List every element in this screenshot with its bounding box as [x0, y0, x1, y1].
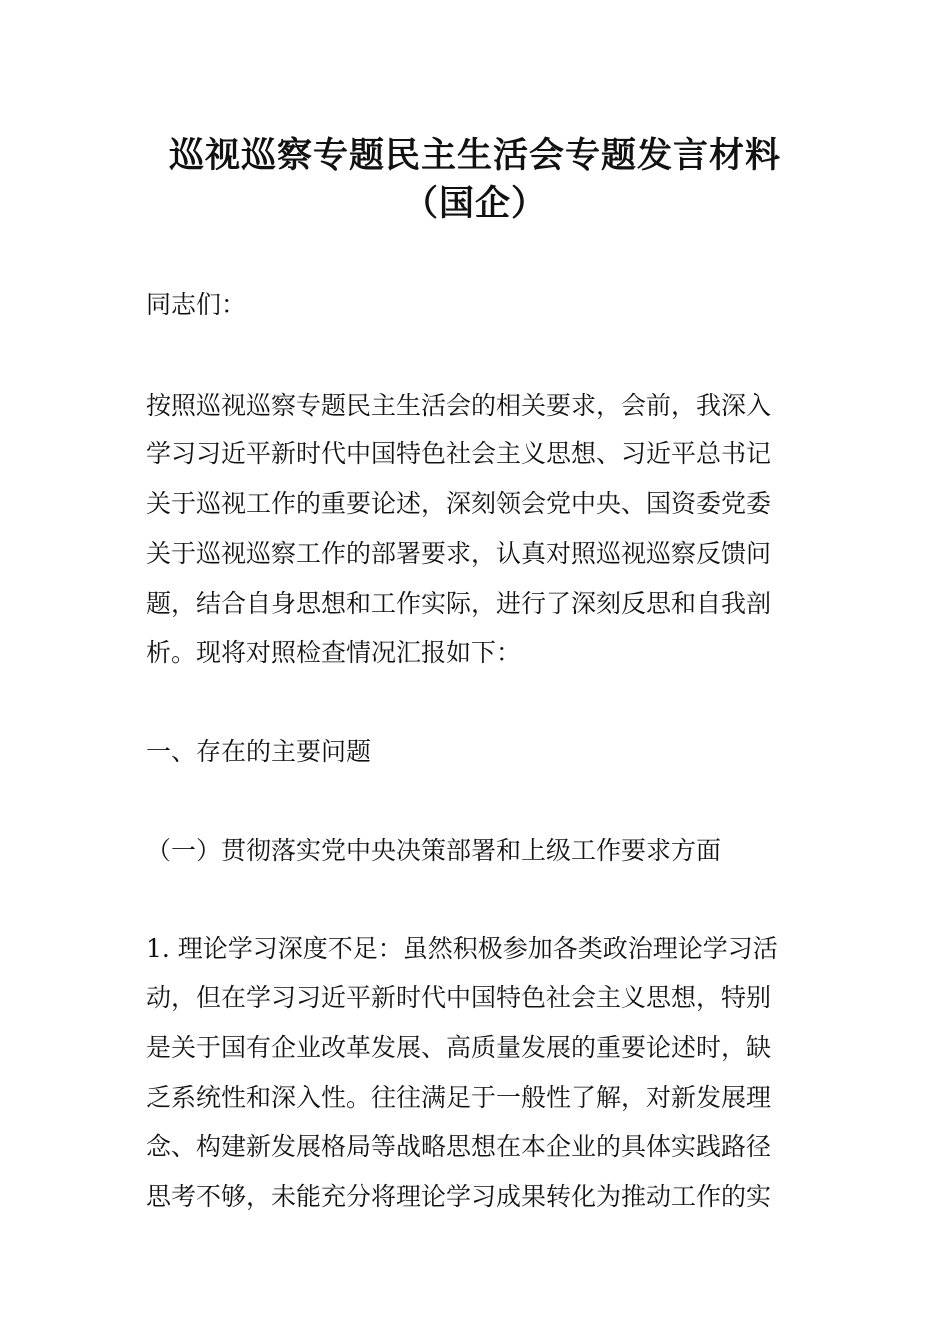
document-title-line-2: （国企） — [402, 183, 547, 224]
intro-line: 关于巡视工作的重要论述，深刻领会党中央、国资委党委 — [146, 489, 772, 518]
subsection-heading: （一）贯彻落实党中央决策部署和上级工作要求方面 — [146, 836, 722, 865]
salutation: 同志们： — [146, 290, 247, 319]
intro-line: 题，结合自身思想和工作实际，进行了深刻反思和自我剖 — [146, 589, 772, 618]
document-title-line-1: 巡视巡察专题民主生活会专题发言材料 — [168, 135, 781, 176]
point-line: 乏系统性和深入性。往往满足于一般性了解，对新发展理 — [146, 1083, 772, 1112]
point-line: 念、构建新发展格局等战略思想在本企业的具体实践路径 — [146, 1132, 772, 1161]
intro-line: 关于巡视巡察工作的部署要求，认真对照巡视巡察反馈问 — [146, 539, 772, 568]
point-line: 思考不够，未能充分将理论学习成果转化为推动工作的实 — [146, 1182, 772, 1211]
section-heading: 一、存在的主要问题 — [146, 737, 372, 766]
intro-line: 学习习近平新时代中国特色社会主义思想、习近平总书记 — [146, 439, 772, 468]
intro-line: 按照巡视巡察专题民主生活会的相关要求，会前，我深入 — [146, 391, 772, 420]
point-line: 1. 理论学习深度不足：虽然积极参加各类政治理论学习活 — [146, 934, 778, 963]
point-line: 动，但在学习习近平新时代中国特色社会主义思想，特别 — [146, 983, 772, 1012]
intro-line: 析。现将对照检查情况汇报如下： — [146, 638, 522, 667]
point-line: 是关于国有企业改革发展、高质量发展的重要论述时，缺 — [146, 1033, 772, 1062]
